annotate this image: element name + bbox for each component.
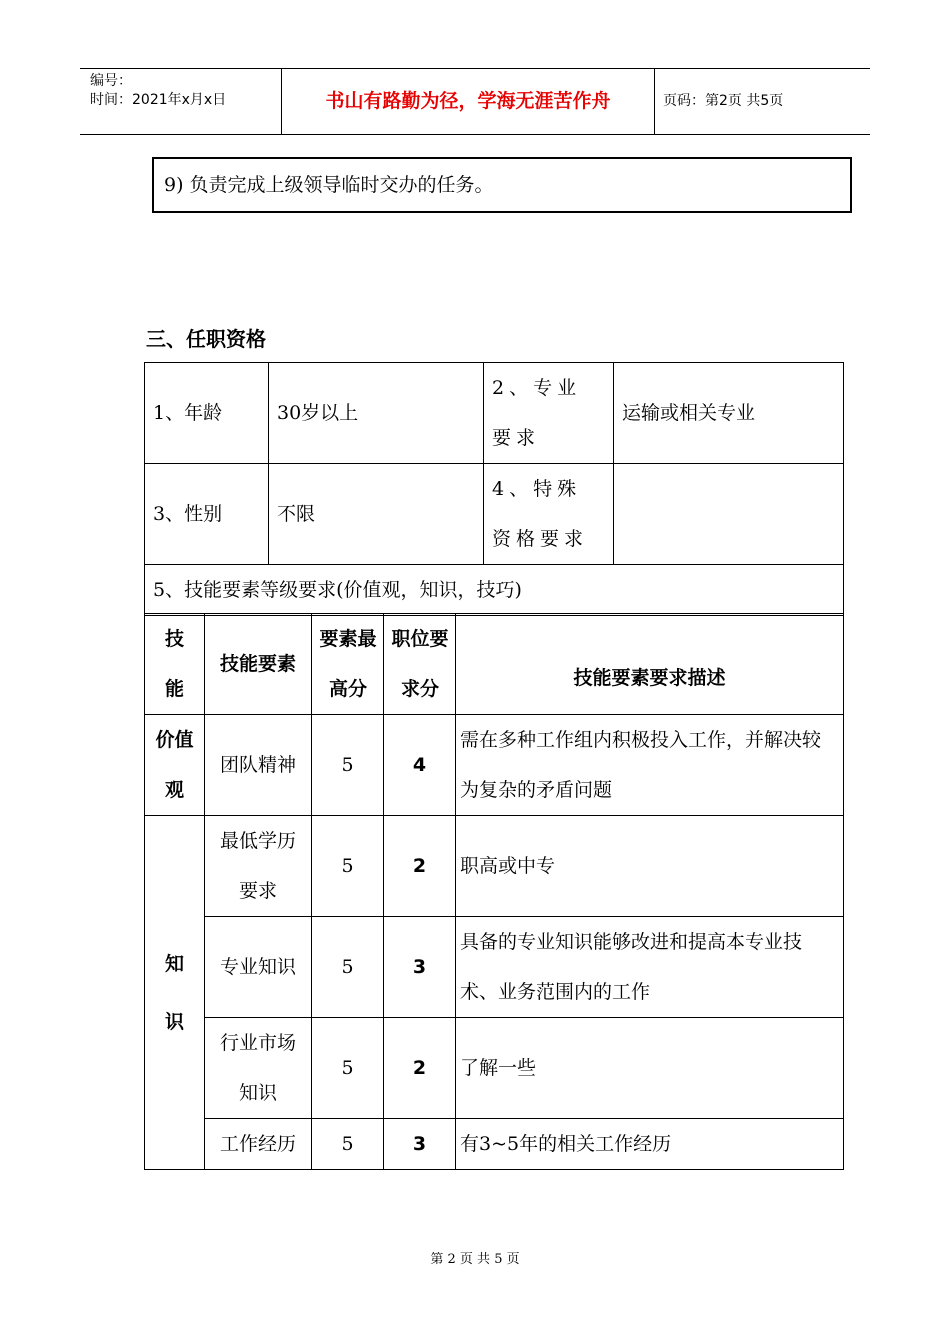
gender-label: 3、性别: [145, 464, 269, 565]
required-score-cell: 4: [384, 715, 456, 816]
header-meta: [80, 69, 282, 134]
special-value: [614, 464, 844, 565]
table-row: [145, 1018, 844, 1119]
table-row: [145, 715, 844, 816]
max-score-cell: 5: [312, 1119, 384, 1170]
table-header-row: [145, 614, 844, 715]
element-cell: 最低学历要求: [205, 816, 312, 917]
category-knowledge: 知识: [145, 816, 205, 1170]
table-row: [145, 917, 844, 1018]
max-score-cell: 5: [312, 1018, 384, 1119]
description-cell: 有3~5年的相关工作经历: [456, 1119, 844, 1170]
required-score-cell: 3: [384, 1119, 456, 1170]
table-row: [145, 464, 844, 565]
header-motto: 书山有路勤为径，学海无涯苦作舟: [282, 69, 655, 134]
header-description: 技能要素要求描述: [456, 614, 844, 715]
table-row: [145, 816, 844, 917]
page-header: [80, 68, 870, 135]
header-max-score: 要素最高分: [312, 614, 384, 715]
table-row: [145, 1119, 844, 1170]
element-cell: 团队精神: [205, 715, 312, 816]
section-title: 三、任职资格: [146, 327, 266, 351]
element-cell: 行业市场知识: [205, 1018, 312, 1119]
special-label: 4、特殊资格要求: [484, 464, 614, 565]
required-score-cell: 2: [384, 816, 456, 917]
element-cell: 专业知识: [205, 917, 312, 1018]
qualification-table: [144, 362, 844, 616]
major-label: 2、专业要求: [484, 363, 614, 464]
category-values: 价值观: [145, 715, 205, 816]
required-score-cell: 3: [384, 917, 456, 1018]
gender-value: 不限: [269, 464, 484, 565]
age-value: 30岁以上: [269, 363, 484, 464]
table-row: [145, 363, 844, 464]
description-cell: 职高或中专: [456, 816, 844, 917]
skills-table: [144, 613, 844, 1170]
header-category: 技能: [145, 614, 205, 715]
header-required-score: 职位要求分: [384, 614, 456, 715]
required-score-cell: 2: [384, 1018, 456, 1119]
max-score-cell: 5: [312, 917, 384, 1018]
element-cell: 工作经历: [205, 1119, 312, 1170]
task-item: 9) 负责完成上级领导临时交办的任务。: [152, 157, 852, 213]
time-label: 时间：2021年x月x日: [90, 92, 227, 108]
page-footer: 第 2 页 共 5 页: [430, 1252, 520, 1267]
skills-heading: 5、技能要素等级要求(价值观，知识，技巧): [145, 565, 844, 616]
age-label: 1、年龄: [145, 363, 269, 464]
max-score-cell: 5: [312, 715, 384, 816]
max-score-cell: 5: [312, 816, 384, 917]
header-element: 技能要素: [205, 614, 312, 715]
table-row: [145, 565, 844, 616]
description-cell: 了解一些: [456, 1018, 844, 1119]
major-value: 运输或相关专业: [614, 363, 844, 464]
description-cell: 需在多种工作组内积极投入工作，并解决较为复杂的矛盾问题: [456, 715, 844, 816]
number-label: 编号：: [90, 73, 132, 89]
description-cell: 具备的专业知识能够改进和提高本专业技术、业务范围内的工作: [456, 917, 844, 1018]
header-page-info: 页码：第2页 共5页: [663, 93, 784, 109]
